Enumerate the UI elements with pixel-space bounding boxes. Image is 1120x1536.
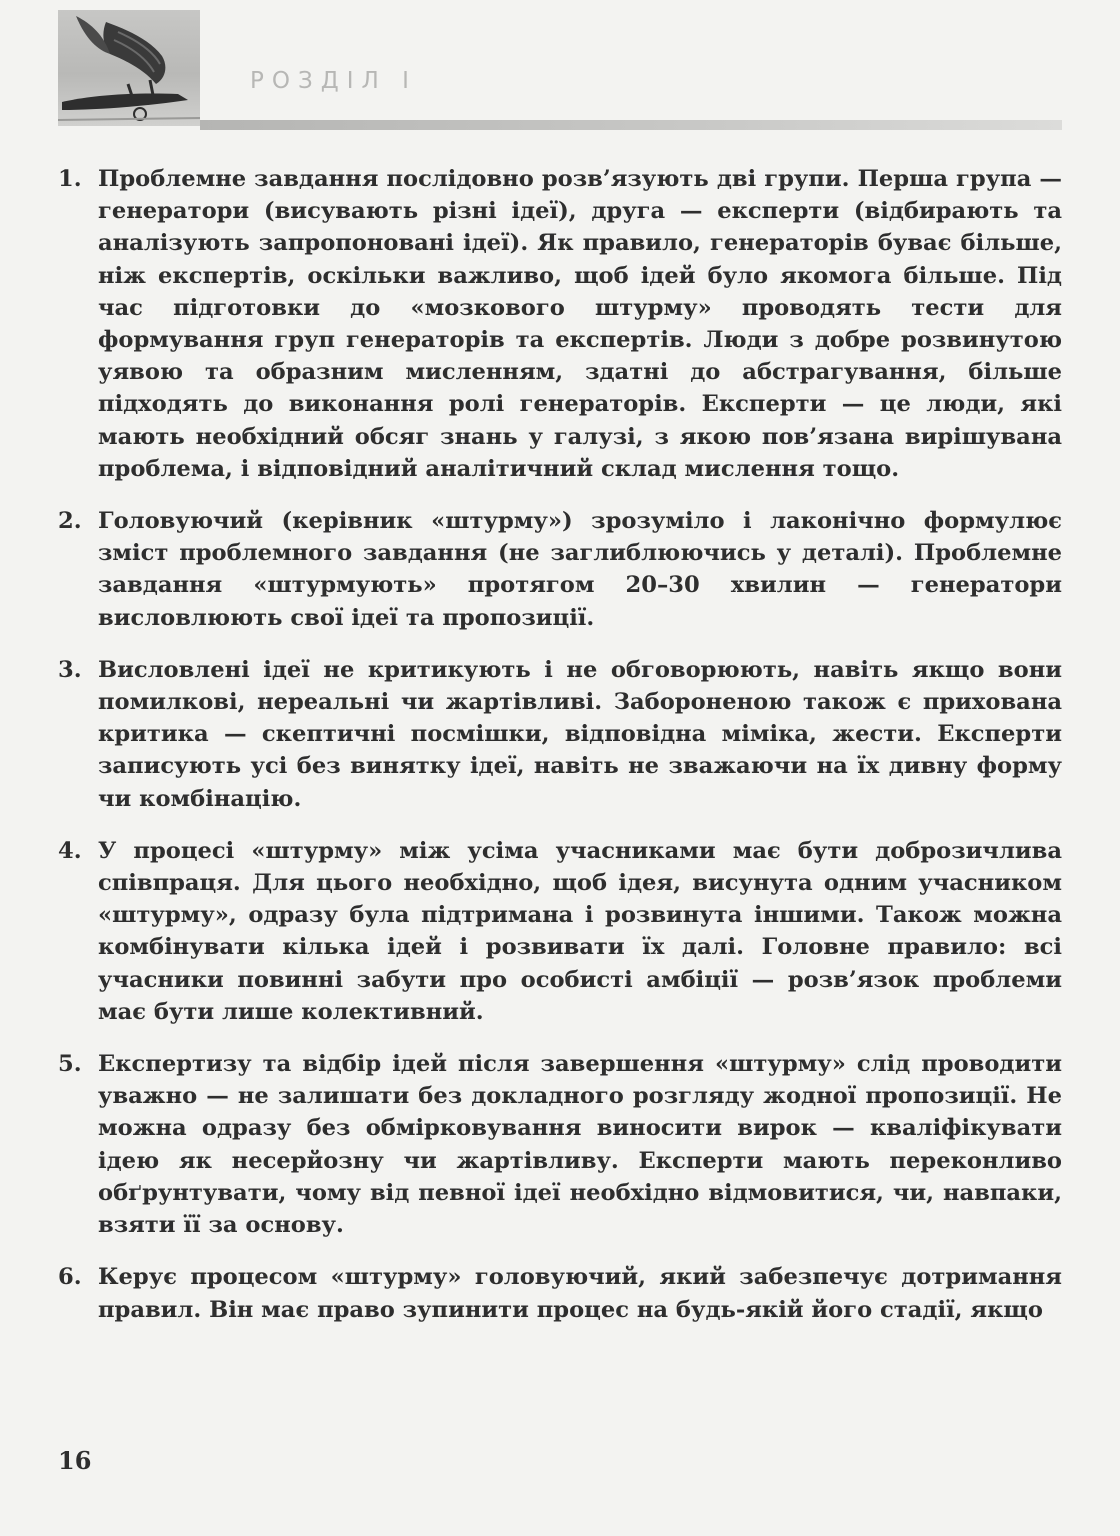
item-number: 5.: [58, 1051, 82, 1078]
item-text: У процесі «штурму» між усіма учасниками має бути доброзичлива співпраця. Для цього необхідно, щоб ідея, висунута одним учасником «штурму», одразу була підтримана і розвинута іншими. Також можна комбінувати кілька ідей і розвивати їх далі. Головне правило: всі учасники повинні забути про особисті амбіції — розв’язок проблеми має бути лише колективний.: [98, 837, 1062, 1025]
list-item: [58, 654, 1062, 815]
page-content: [58, 163, 1062, 1346]
item-number: 2.: [58, 508, 82, 535]
header-rule: [200, 120, 1062, 130]
item-text: Проблемне завдання послідовно розв’язують дві групи. Перша група — генератори (висувають різні ідеї), друга — експерти (відбирають та аналізують запропоновані ідеї). Як правило, генераторів буває більше, ніж експертів, оскільки важливо, щоб ідей було якомога більше. Під час підготовки до «мозкового штурму» проводять тести для формування груп генераторів та експертів. Люди з добре розвинутою уявою та образним мисленням, здатні до абстрагування, більше підходять до виконання ролі генераторів. Експерти — це люди, які мають необхідний обсяг знань у галузі, з якою пов’язана вирішувана проблема, і відповідний аналітичний склад мислення тощо.: [98, 166, 1062, 482]
list-item: [58, 505, 1062, 634]
item-number: 4.: [58, 837, 82, 864]
numbered-list: [58, 163, 1062, 1326]
item-number: 6.: [58, 1264, 82, 1291]
item-text: Експертизу та відбір ідей після завершення «штурму» слід проводити уважно — не залишати без докладного розгляду жодної пропозиції. Не можна одразу без обмірковування виносити вирок — кваліфікувати ідею як несерйозну чи жартівливу. Експерти мають переконливо обґрунтувати, чому від певної ідеї необхідно відмовитися, чи, навпаки, взяти її за основу.: [98, 1051, 1062, 1239]
list-item: [58, 835, 1062, 1028]
item-text: Висловлені ідеї не критикують і не обговорюють, навіть якщо вони помилкові, нереальні чи жартівливі. Забороненою також є прихована критика — скептичні посмішки, відповідна міміка, жести. Експерти записують усі без винятку ідеї, навіть не зважаючи на їх дивну форму чи комбінацію.: [98, 656, 1062, 812]
list-item: [58, 1261, 1062, 1325]
list-item: [58, 1048, 1062, 1241]
flying-machine-illustration-icon: [58, 10, 200, 126]
item-number: 1.: [58, 166, 82, 192]
page-number: 16: [58, 1446, 92, 1475]
page-header: [0, 0, 1120, 140]
section-label: РОЗДІЛ І: [250, 68, 417, 94]
list-item: [58, 163, 1062, 485]
item-number: 3.: [58, 656, 82, 683]
item-text: Головуючий (керівник «штурму») зрозуміло і лаконічно формулює зміст проблемного завдання (не заглиблюючись у деталі). Проблемне завдання «штурмують» протягом 20–30 хвилин — генератори висловлюють свої ідеї та пропозиції.: [98, 508, 1062, 631]
item-text: Керує процесом «штурму» головуючий, який забезпечує дотримання правил. Він має право зупинити процес на будь-якій його стадії, якщо: [98, 1264, 1062, 1323]
